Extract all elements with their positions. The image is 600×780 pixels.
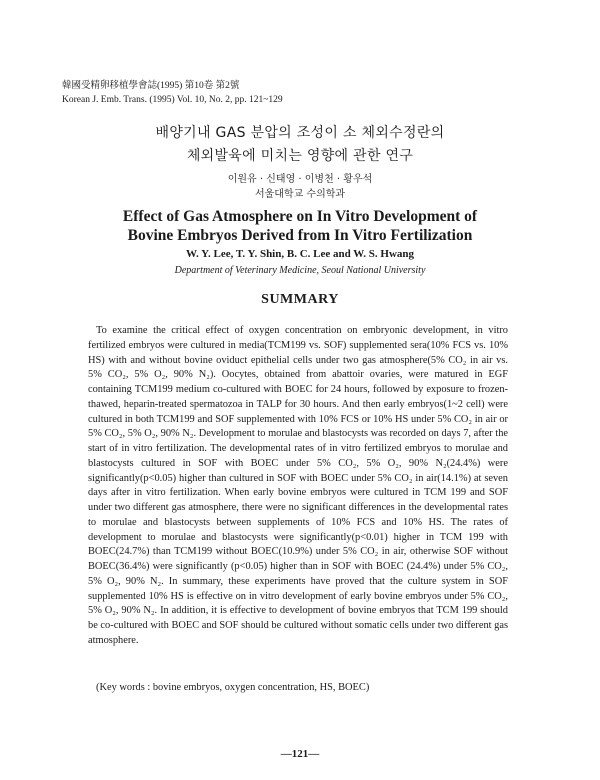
english-affiliation: Department of Veterinary Medicine, Seoul National University (174, 265, 426, 276)
korean-title-line1: 배양기내 GAS 분압의 조성이 소 체외수정란의 (155, 125, 445, 141)
korean-title-line2: 체외발육에 미치는 영향에 관한 연구 (186, 148, 414, 164)
korean-affiliation: 서울대학교 수의학과 (254, 189, 346, 200)
page-number: —121— (280, 748, 320, 760)
keywords: (Key words : bovine embryos, oxygen concentration, HS, BOEC) (96, 682, 370, 693)
abstract-body (88, 324, 508, 649)
section-heading: SUMMARY (261, 292, 339, 307)
english-title-line1: Effect of Gas Atmosphere on In Vitro Development of (122, 208, 478, 225)
journal-header-korean: 韓國受精卵移植學會誌(1995) 第10卷 第2號 (62, 81, 240, 91)
abstract-paragraph: To examine the critical effect of oxygen concentration on embryonic development, in vitro fertilized embryos were cultured in media(TCM199 vs. SOF) supplemented sera(10% FCS vs. 10% HS) with and without bovine oviduct epithelial cells under two gas atmosphere(5% CO₂ in air vs. 5% CO₂, 5% O₂, 90% N₂). Oocytes, obtained from abattoir ovaries, were matured in EGF containing TCM199 medium co-cultured with BOEC for 24 hours, followed by exposure to frozen-thawed, heparin-treated spermatozoa in TALP for 30 hours. And then early embryos(1~2 cell) were cultured in both TCM199 and SOF supplemented with 10% FCS or 10% HS under 5% CO₂ in air or 5% CO₂, 5% O₂, 90% N₂. Development to morulae and blastocysts was recorded on days 7, after the start of in vitro fertilization. The developmental rates of in vitro fertilized embryos to morulae and blastocysts cultured in SOF with BOEC under 5% CO₂, 5% O₂, 90% N₂(24.4%) were significantly(p<0.05) higher than cultured in SOF with BOEC under 5% CO₂ in air(14.1%) at seven days after in vitro fertilization. When early bovine embryos were cultured in TCM 199 and SOF under two different gas atmosphere, there were no significant differences in the developmental rates to morulae and blastocysts between supplements of 10% FCS and 10% HS. The rates of development to morulae and blastocysts were significantly(p<0.01) higher in TCM 199 with BOEC(24.7%) than TCM199 without BOEC(10.9%) under 5% CO₂ in air, otherwise SOF without BOEC(36.4%) were significantly (p<0.05) higher than in SOF with BOEC (24.4%) under 5% CO₂, 5% O₂, 90% N₂. In summary, these experiments have proved that the culture system in SOF supplemented 10% HS is effective on in vitro development of early bovine embryos under 5% CO₂, 5% O₂, 90% N₂. In addition, it is effective to development of bovine embryos that TCM 199 should be co-cultured with BOEC and SOF should be cultured without somatic cells under two different gas atmosphere. (88, 325, 508, 646)
journal-header-english: Korean J. Emb. Trans. (1995) Vol. 10, No. 2, pp. 121~129 (62, 95, 283, 105)
english-title-line2: Bovine Embryos Derived from In Vitro Fertilization (127, 227, 473, 244)
english-authors: W. Y. Lee, T. Y. Shin, B. C. Lee and W. S. Hwang (185, 248, 415, 260)
korean-authors: 이원유 · 신태영 · 이병천 · 황우석 (227, 174, 373, 185)
